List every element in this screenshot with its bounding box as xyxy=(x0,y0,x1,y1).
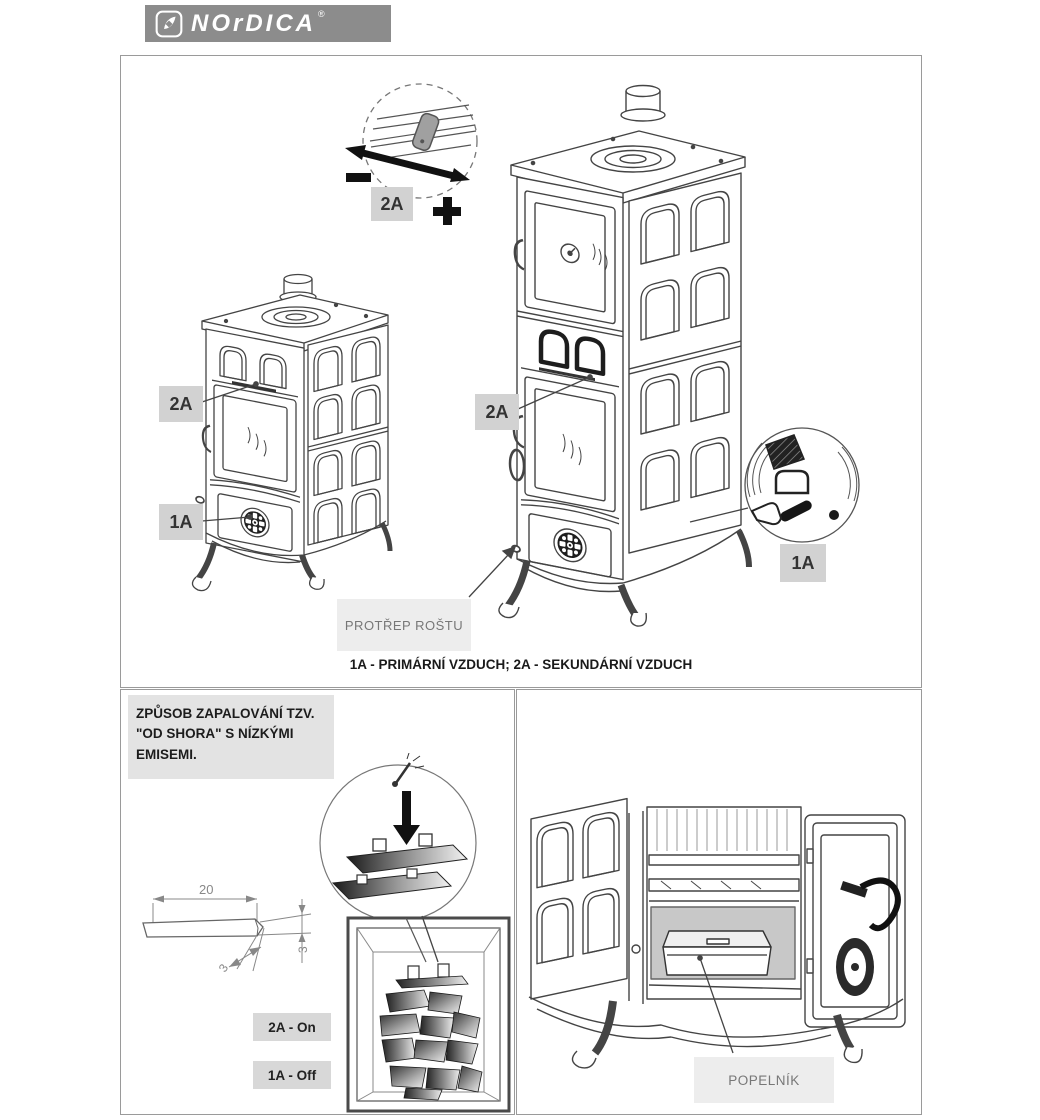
thickness-dimension: 3 xyxy=(215,961,232,975)
ignition-panel xyxy=(120,689,515,1115)
instruction-line-3: EMISEMI. xyxy=(136,746,197,762)
air-legend-caption: 1A - PRIMÁRNÍ VZDUCH; 2A - SEKUNDÁRNÍ VZDUCH xyxy=(349,657,693,672)
chimney-pipe xyxy=(284,275,312,284)
wood-stick-dimensions xyxy=(129,877,319,992)
primary-air-control-detail xyxy=(738,419,873,559)
air-controls-panel xyxy=(120,55,922,688)
large-stove-secondary-air-label: 2A xyxy=(475,394,519,430)
brand-name: NOrDICA xyxy=(191,9,317,37)
ash-pan xyxy=(663,931,771,975)
large-stove-illustration xyxy=(493,81,763,646)
small-stove-primary-air-label: 1A xyxy=(159,504,203,540)
small-stove-illustration xyxy=(186,271,401,601)
primary-air-detail-label: 1A xyxy=(780,544,826,582)
primary-air-off-label: 1A - Off xyxy=(253,1061,331,1089)
plus-icon xyxy=(433,197,461,225)
firebox-wood-stack xyxy=(346,916,511,1113)
minus-icon xyxy=(346,173,371,182)
top-ignition-detail xyxy=(313,753,483,938)
length-dimension: 20 xyxy=(199,882,214,897)
logo-leaf-icon xyxy=(155,10,183,38)
grate-shaker-knob xyxy=(196,496,204,504)
brand-banner xyxy=(145,5,391,42)
ignition-instruction xyxy=(128,695,334,779)
ashpan-panel xyxy=(516,689,922,1115)
chimney-pipe xyxy=(626,86,660,97)
secondary-air-detail-label: 2A xyxy=(371,187,413,221)
secondary-air-on-label: 2A - On xyxy=(253,1013,331,1041)
registered-mark: ® xyxy=(318,9,325,19)
instruction-line-1: ZPŮSOB ZAPALOVÁNÍ TZV. xyxy=(136,706,315,721)
secondary-air-lever-detail xyxy=(339,79,489,209)
ashpan-note: POPELNÍK xyxy=(694,1057,834,1103)
grate-shake-note: PROTŘEP ROŠTU xyxy=(337,599,471,651)
small-stove-secondary-air-label: 2A xyxy=(159,386,203,422)
height-dimension: 3 xyxy=(296,946,310,953)
open-door xyxy=(805,815,905,1027)
instruction-line-2: "OD SHORA" S NÍZKÝMI xyxy=(136,726,294,742)
grate-shaker-knob xyxy=(512,545,520,553)
